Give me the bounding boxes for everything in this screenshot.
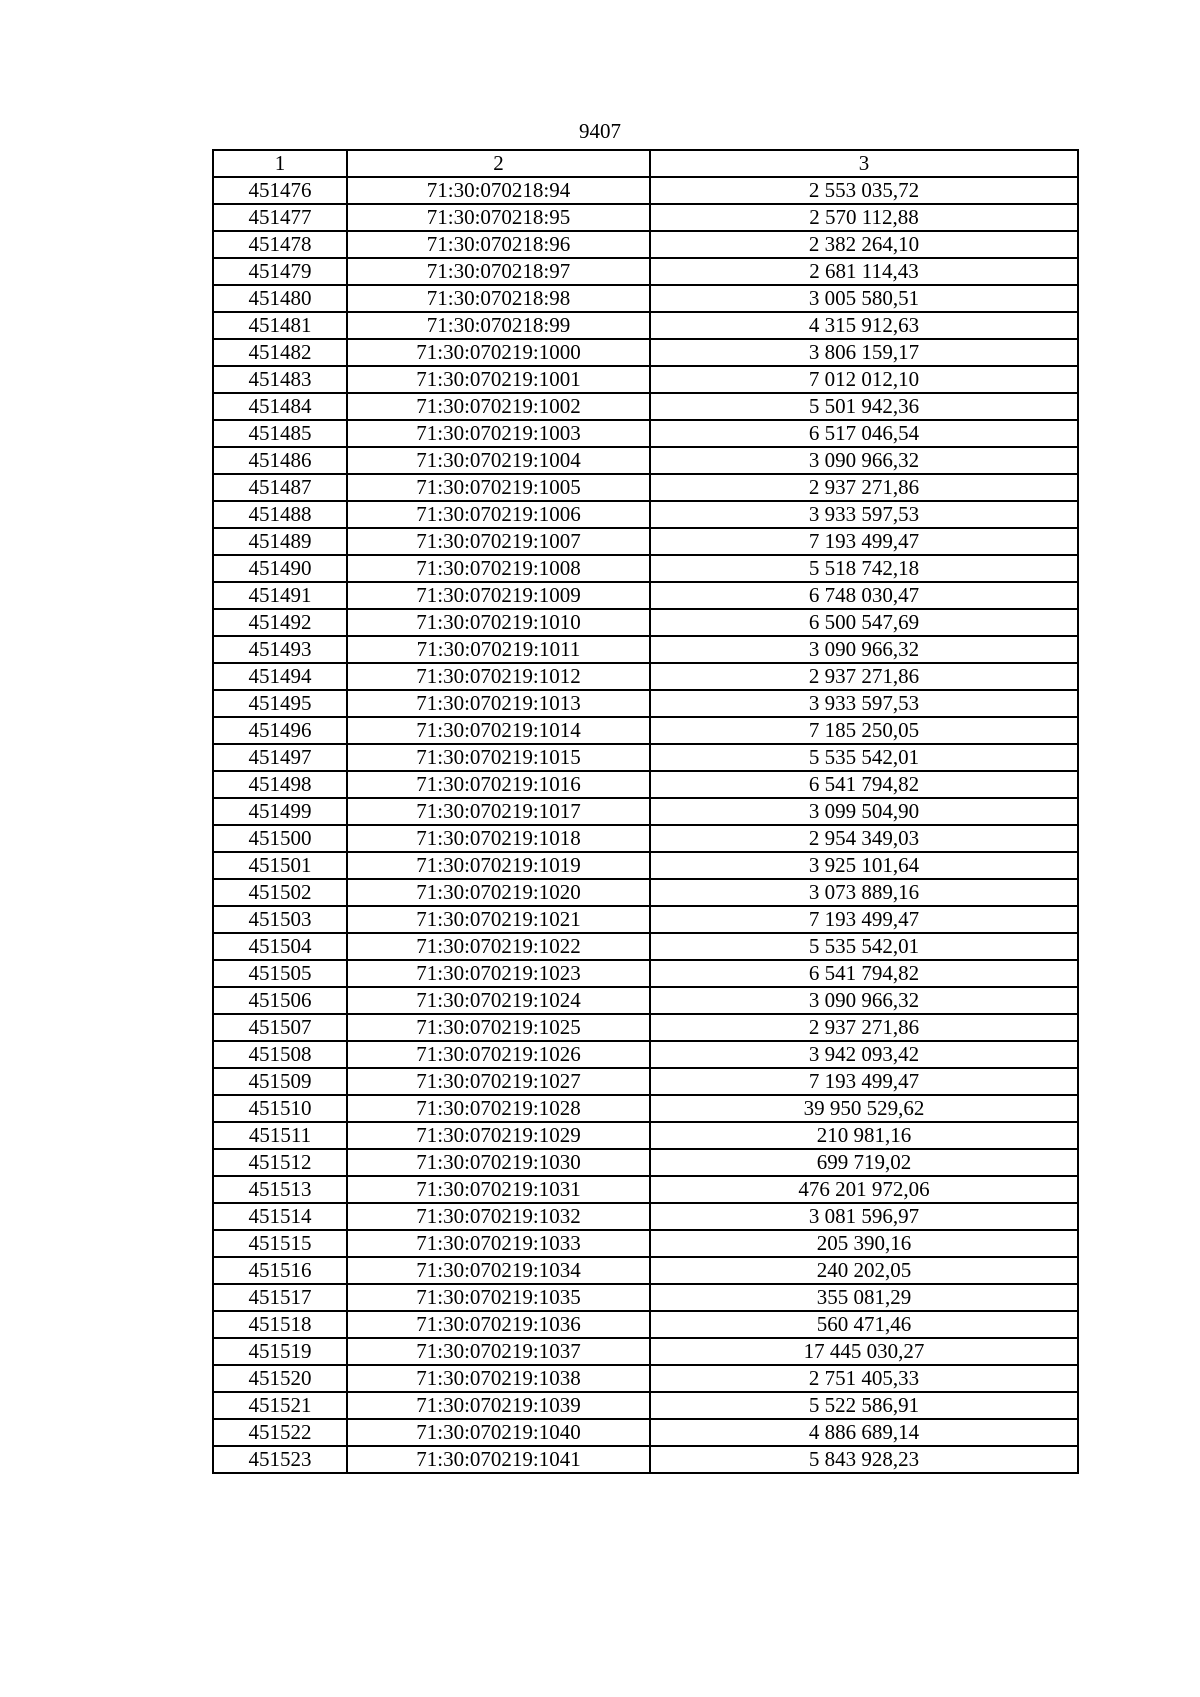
row-number-cell: 451523 — [213, 1446, 347, 1473]
row-number-cell: 451477 — [213, 204, 347, 231]
value-cell: 2 751 405,33 — [650, 1365, 1078, 1392]
table-row — [213, 1014, 1078, 1041]
cadastral-number-cell: 71:30:070219:1030 — [347, 1149, 650, 1176]
row-number-cell: 451480 — [213, 285, 347, 312]
row-number-cell: 451492 — [213, 609, 347, 636]
row-number-cell: 451521 — [213, 1392, 347, 1419]
cadastral-number-cell: 71:30:070219:1009 — [347, 582, 650, 609]
row-number-cell: 451497 — [213, 744, 347, 771]
table-row — [213, 1122, 1078, 1149]
cadastral-number-cell: 71:30:070219:1017 — [347, 798, 650, 825]
row-number-cell: 451520 — [213, 1365, 347, 1392]
cadastral-number-cell: 71:30:070219:1011 — [347, 636, 650, 663]
page-number: 9407 — [579, 119, 621, 143]
table-row — [213, 609, 1078, 636]
row-number-cell: 451478 — [213, 231, 347, 258]
row-number-cell: 451491 — [213, 582, 347, 609]
value-cell: 3 099 504,90 — [650, 798, 1078, 825]
table-row — [213, 393, 1078, 420]
value-cell: 3 090 966,32 — [650, 447, 1078, 474]
row-number-cell: 451487 — [213, 474, 347, 501]
table-row — [213, 366, 1078, 393]
table-row — [213, 1392, 1078, 1419]
value-cell: 5 501 942,36 — [650, 393, 1078, 420]
cadastral-number-cell: 71:30:070219:1014 — [347, 717, 650, 744]
table-row — [213, 852, 1078, 879]
cadastral-number-cell: 71:30:070219:1028 — [347, 1095, 650, 1122]
data-table — [212, 149, 1079, 1474]
table-row — [213, 1257, 1078, 1284]
row-number-cell: 451503 — [213, 906, 347, 933]
value-cell: 6 517 046,54 — [650, 420, 1078, 447]
row-number-cell: 451490 — [213, 555, 347, 582]
value-cell: 699 719,02 — [650, 1149, 1078, 1176]
table-row — [213, 1068, 1078, 1095]
row-number-cell: 451511 — [213, 1122, 347, 1149]
header-cell-2: 2 — [347, 150, 650, 177]
row-number-cell: 451508 — [213, 1041, 347, 1068]
table-row — [213, 906, 1078, 933]
cadastral-number-cell: 71:30:070219:1008 — [347, 555, 650, 582]
row-number-cell: 451495 — [213, 690, 347, 717]
cadastral-number-cell: 71:30:070219:1015 — [347, 744, 650, 771]
table-row — [213, 933, 1078, 960]
value-cell: 39 950 529,62 — [650, 1095, 1078, 1122]
value-cell: 2 570 112,88 — [650, 204, 1078, 231]
cadastral-number-cell: 71:30:070219:1022 — [347, 933, 650, 960]
row-number-cell: 451513 — [213, 1176, 347, 1203]
value-cell: 2 937 271,86 — [650, 663, 1078, 690]
cadastral-number-cell: 71:30:070219:1036 — [347, 1311, 650, 1338]
table-row — [213, 258, 1078, 285]
row-number-cell: 451514 — [213, 1203, 347, 1230]
table-row — [213, 717, 1078, 744]
value-cell: 7 193 499,47 — [650, 528, 1078, 555]
value-cell: 7 193 499,47 — [650, 1068, 1078, 1095]
table-row — [213, 420, 1078, 447]
row-number-cell: 451502 — [213, 879, 347, 906]
table-row — [213, 528, 1078, 555]
value-cell: 6 748 030,47 — [650, 582, 1078, 609]
row-number-cell: 451489 — [213, 528, 347, 555]
value-cell: 6 541 794,82 — [650, 960, 1078, 987]
cadastral-number-cell: 71:30:070219:1003 — [347, 420, 650, 447]
row-number-cell: 451519 — [213, 1338, 347, 1365]
cadastral-number-cell: 71:30:070219:1039 — [347, 1392, 650, 1419]
row-number-cell: 451493 — [213, 636, 347, 663]
row-number-cell: 451522 — [213, 1419, 347, 1446]
cadastral-number-cell: 71:30:070219:1038 — [347, 1365, 650, 1392]
table-row — [213, 555, 1078, 582]
table-row — [213, 231, 1078, 258]
cadastral-number-cell: 71:30:070218:96 — [347, 231, 650, 258]
cadastral-number-cell: 71:30:070218:95 — [347, 204, 650, 231]
table-row — [213, 771, 1078, 798]
value-cell: 5 518 742,18 — [650, 555, 1078, 582]
value-cell: 5 535 542,01 — [650, 933, 1078, 960]
table-row — [213, 1419, 1078, 1446]
cadastral-number-cell: 71:30:070219:1012 — [347, 663, 650, 690]
value-cell: 205 390,16 — [650, 1230, 1078, 1257]
table-row — [213, 204, 1078, 231]
value-cell: 7 012 012,10 — [650, 366, 1078, 393]
value-cell: 2 954 349,03 — [650, 825, 1078, 852]
value-cell: 2 553 035,72 — [650, 177, 1078, 204]
row-number-cell: 451506 — [213, 987, 347, 1014]
row-number-cell: 451504 — [213, 933, 347, 960]
value-cell: 2 937 271,86 — [650, 1014, 1078, 1041]
value-cell: 5 843 928,23 — [650, 1446, 1078, 1473]
table-row — [213, 987, 1078, 1014]
value-cell: 2 382 264,10 — [650, 231, 1078, 258]
table-row — [213, 1365, 1078, 1392]
row-number-cell: 451481 — [213, 312, 347, 339]
table-row — [213, 1311, 1078, 1338]
value-cell: 7 185 250,05 — [650, 717, 1078, 744]
table-row — [213, 1338, 1078, 1365]
row-number-cell: 451488 — [213, 501, 347, 528]
cadastral-number-cell: 71:30:070219:1020 — [347, 879, 650, 906]
cadastral-number-cell: 71:30:070219:1040 — [347, 1419, 650, 1446]
value-cell: 4 315 912,63 — [650, 312, 1078, 339]
table-row — [213, 636, 1078, 663]
table-row — [213, 1446, 1078, 1473]
row-number-cell: 451479 — [213, 258, 347, 285]
row-number-cell: 451518 — [213, 1311, 347, 1338]
table-row — [213, 1176, 1078, 1203]
value-cell: 3 090 966,32 — [650, 987, 1078, 1014]
table-row — [213, 501, 1078, 528]
cadastral-number-cell: 71:30:070219:1021 — [347, 906, 650, 933]
value-cell: 3 925 101,64 — [650, 852, 1078, 879]
cadastral-number-cell: 71:30:070219:1019 — [347, 852, 650, 879]
cadastral-number-cell: 71:30:070219:1025 — [347, 1014, 650, 1041]
cadastral-number-cell: 71:30:070219:1010 — [347, 609, 650, 636]
row-number-cell: 451509 — [213, 1068, 347, 1095]
cadastral-number-cell: 71:30:070219:1034 — [347, 1257, 650, 1284]
value-cell: 3 942 093,42 — [650, 1041, 1078, 1068]
value-cell: 4 886 689,14 — [650, 1419, 1078, 1446]
cadastral-number-cell: 71:30:070219:1000 — [347, 339, 650, 366]
cadastral-number-cell: 71:30:070219:1026 — [347, 1041, 650, 1068]
table-row — [213, 798, 1078, 825]
table-row — [213, 960, 1078, 987]
table-row — [213, 339, 1078, 366]
value-cell: 560 471,46 — [650, 1311, 1078, 1338]
row-number-cell: 451512 — [213, 1149, 347, 1176]
table-row — [213, 1095, 1078, 1122]
header-cell-3: 3 — [650, 150, 1078, 177]
cadastral-number-cell: 71:30:070218:99 — [347, 312, 650, 339]
row-number-cell: 451505 — [213, 960, 347, 987]
row-number-cell: 451494 — [213, 663, 347, 690]
cadastral-number-cell: 71:30:070219:1024 — [347, 987, 650, 1014]
value-cell: 7 193 499,47 — [650, 906, 1078, 933]
value-cell: 355 081,29 — [650, 1284, 1078, 1311]
value-cell: 2 937 271,86 — [650, 474, 1078, 501]
cadastral-number-cell: 71:30:070218:94 — [347, 177, 650, 204]
value-cell: 5 535 542,01 — [650, 744, 1078, 771]
value-cell: 3 005 580,51 — [650, 285, 1078, 312]
value-cell: 3 806 159,17 — [650, 339, 1078, 366]
cadastral-number-cell: 71:30:070219:1032 — [347, 1203, 650, 1230]
table-row — [213, 177, 1078, 204]
cadastral-number-cell: 71:30:070219:1027 — [347, 1068, 650, 1095]
row-number-cell: 451517 — [213, 1284, 347, 1311]
cadastral-number-cell: 71:30:070219:1006 — [347, 501, 650, 528]
table-body — [213, 150, 1078, 1473]
row-number-cell: 451485 — [213, 420, 347, 447]
cadastral-number-cell: 71:30:070219:1016 — [347, 771, 650, 798]
cadastral-number-cell: 71:30:070219:1033 — [347, 1230, 650, 1257]
cadastral-number-cell: 71:30:070219:1007 — [347, 528, 650, 555]
row-number-cell: 451499 — [213, 798, 347, 825]
value-cell: 3 081 596,97 — [650, 1203, 1078, 1230]
value-cell: 5 522 586,91 — [650, 1392, 1078, 1419]
row-number-cell: 451496 — [213, 717, 347, 744]
value-cell: 6 500 547,69 — [650, 609, 1078, 636]
table-row — [213, 1041, 1078, 1068]
table-row — [213, 285, 1078, 312]
table-row — [213, 1203, 1078, 1230]
row-number-cell: 451498 — [213, 771, 347, 798]
table-row — [213, 447, 1078, 474]
value-cell: 240 202,05 — [650, 1257, 1078, 1284]
row-number-cell: 451500 — [213, 825, 347, 852]
row-number-cell: 451510 — [213, 1095, 347, 1122]
value-cell: 210 981,16 — [650, 1122, 1078, 1149]
cadastral-number-cell: 71:30:070218:98 — [347, 285, 650, 312]
row-number-cell: 451515 — [213, 1230, 347, 1257]
header-cell-1: 1 — [213, 150, 347, 177]
cadastral-number-cell: 71:30:070219:1001 — [347, 366, 650, 393]
value-cell: 476 201 972,06 — [650, 1176, 1078, 1203]
row-number-cell: 451501 — [213, 852, 347, 879]
value-cell: 2 681 114,43 — [650, 258, 1078, 285]
table-row — [213, 1230, 1078, 1257]
value-cell: 3 933 597,53 — [650, 690, 1078, 717]
table-row — [213, 312, 1078, 339]
row-number-cell: 451476 — [213, 177, 347, 204]
table-row — [213, 879, 1078, 906]
table-row — [213, 744, 1078, 771]
cadastral-number-cell: 71:30:070219:1018 — [347, 825, 650, 852]
value-cell: 3 073 889,16 — [650, 879, 1078, 906]
value-cell: 3 933 597,53 — [650, 501, 1078, 528]
table-row — [213, 1284, 1078, 1311]
row-number-cell: 451507 — [213, 1014, 347, 1041]
cadastral-number-cell: 71:30:070219:1004 — [347, 447, 650, 474]
table-row — [213, 690, 1078, 717]
row-number-cell: 451483 — [213, 366, 347, 393]
row-number-cell: 451482 — [213, 339, 347, 366]
cadastral-number-cell: 71:30:070219:1035 — [347, 1284, 650, 1311]
cadastral-number-cell: 71:30:070219:1005 — [347, 474, 650, 501]
table-header-row — [213, 150, 1078, 177]
table-row — [213, 1149, 1078, 1176]
table-row — [213, 825, 1078, 852]
cadastral-number-cell: 71:30:070219:1023 — [347, 960, 650, 987]
value-cell: 3 090 966,32 — [650, 636, 1078, 663]
row-number-cell: 451486 — [213, 447, 347, 474]
row-number-cell: 451484 — [213, 393, 347, 420]
row-number-cell: 451516 — [213, 1257, 347, 1284]
value-cell: 17 445 030,27 — [650, 1338, 1078, 1365]
value-cell: 6 541 794,82 — [650, 771, 1078, 798]
cadastral-number-cell: 71:30:070219:1029 — [347, 1122, 650, 1149]
table-row — [213, 474, 1078, 501]
cadastral-number-cell: 71:30:070219:1013 — [347, 690, 650, 717]
cadastral-number-cell: 71:30:070219:1031 — [347, 1176, 650, 1203]
cadastral-number-cell: 71:30:070219:1002 — [347, 393, 650, 420]
cadastral-number-cell: 71:30:070219:1037 — [347, 1338, 650, 1365]
cadastral-number-cell: 71:30:070218:97 — [347, 258, 650, 285]
cadastral-number-cell: 71:30:070219:1041 — [347, 1446, 650, 1473]
table-row — [213, 663, 1078, 690]
table-row — [213, 582, 1078, 609]
